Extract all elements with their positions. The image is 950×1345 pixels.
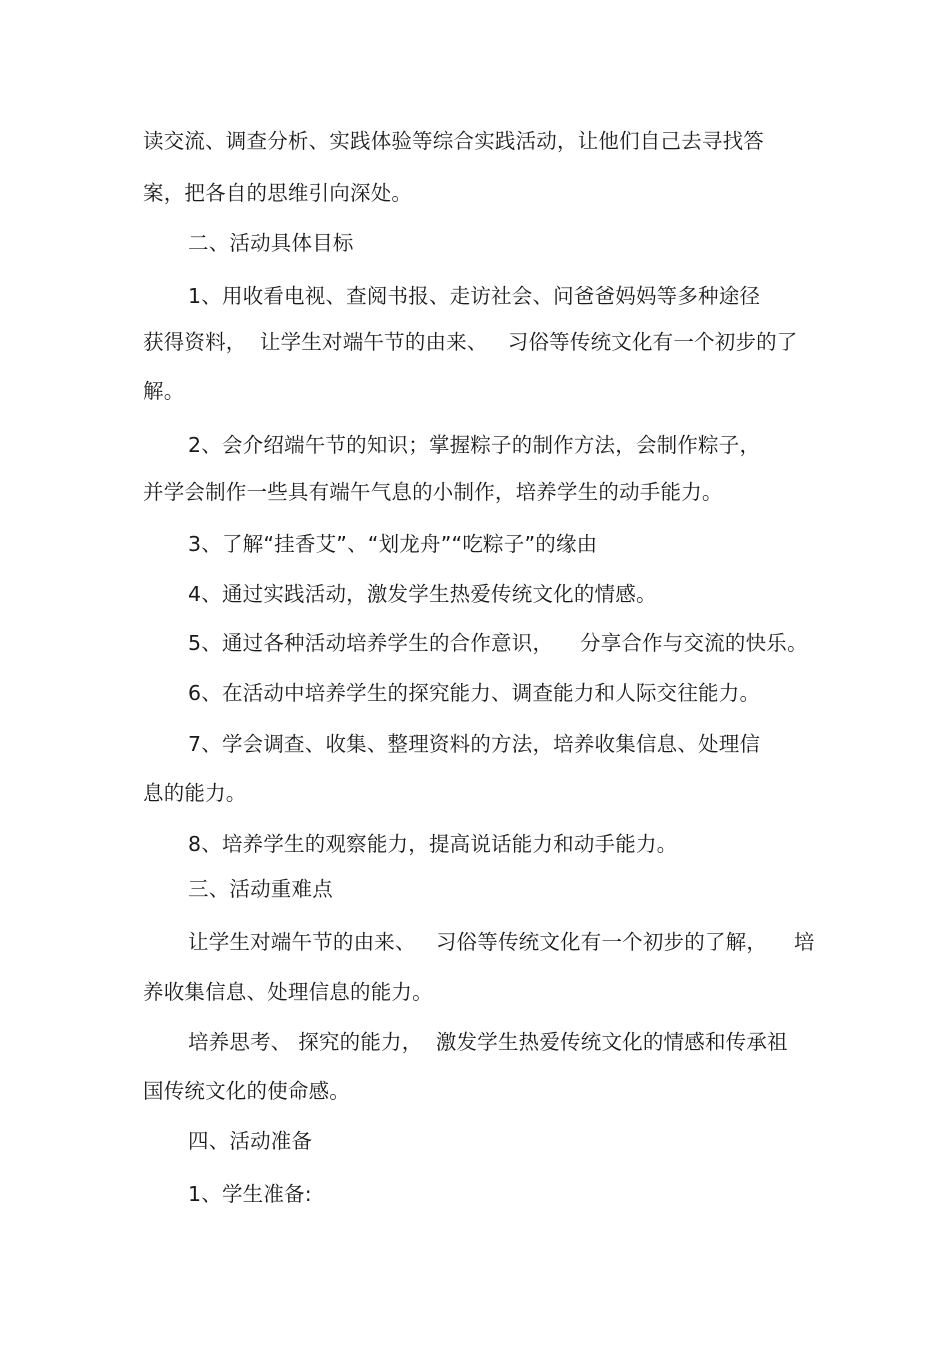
text-line-12: 6、在活动中培养学生的探究能力、调查能力和人际交往能力。 <box>188 681 761 705</box>
section-heading-2: 二、活动具体目标 <box>188 231 354 255</box>
text-line-2: 案，把各自的思维引向深处。 <box>143 181 413 205</box>
text-line-9: 3、了解“挂香艾”、“划龙舟”“吃粽子”的缘由 <box>188 532 598 556</box>
text-line-22: 1、学生准备: <box>188 1182 312 1206</box>
text-line-14: 息的能力。 <box>143 781 247 805</box>
text-line-19: 培养思考、 探究的能力， 激发学生热爱传统文化的情感和传承祖 <box>188 1030 788 1054</box>
text-line-20: 国传统文化的使命感。 <box>143 1079 350 1103</box>
text-line-6: 解。 <box>143 379 185 403</box>
text-line-10: 4、通过实践活动，激发学生热爱传统文化的情感。 <box>188 582 657 606</box>
text-line-4: 1、用收看电视、查阅书报、走访社会、问爸爸妈妈等多种途径 <box>188 284 761 308</box>
text-line-7: 2、会介绍端午节的知识；掌握粽子的制作方法，会制作粽子， <box>188 433 761 457</box>
section-heading-4: 四、活动准备 <box>188 1129 313 1153</box>
text-line-15: 8、培养学生的观察能力，提高说话能力和动手能力。 <box>188 832 678 856</box>
text-line-17: 让学生对端午节的由来、 习俗等传统文化有一个初步的了解， 培 <box>188 930 815 954</box>
text-line-13: 7、学会调查、收集、整理资料的方法，培养收集信息、处理信 <box>188 732 761 756</box>
text-line-5: 获得资料， 让学生对端午节的由来、 习俗等传统文化有一个初步的了 <box>143 330 798 354</box>
text-line-11: 5、通过各种活动培养学生的合作意识， 分享合作与交流的快乐。 <box>188 631 808 655</box>
text-line-1: 读交流、调查分析、实践体验等综合实践活动，让他们自己去寻找答 <box>143 129 764 153</box>
text-line-18: 养收集信息、处理信息的能力。 <box>143 980 433 1004</box>
text-line-8: 并学会制作一些具有端午气息的小制作，培养学生的动手能力。 <box>143 480 723 504</box>
section-heading-3: 三、活动重难点 <box>188 877 333 901</box>
